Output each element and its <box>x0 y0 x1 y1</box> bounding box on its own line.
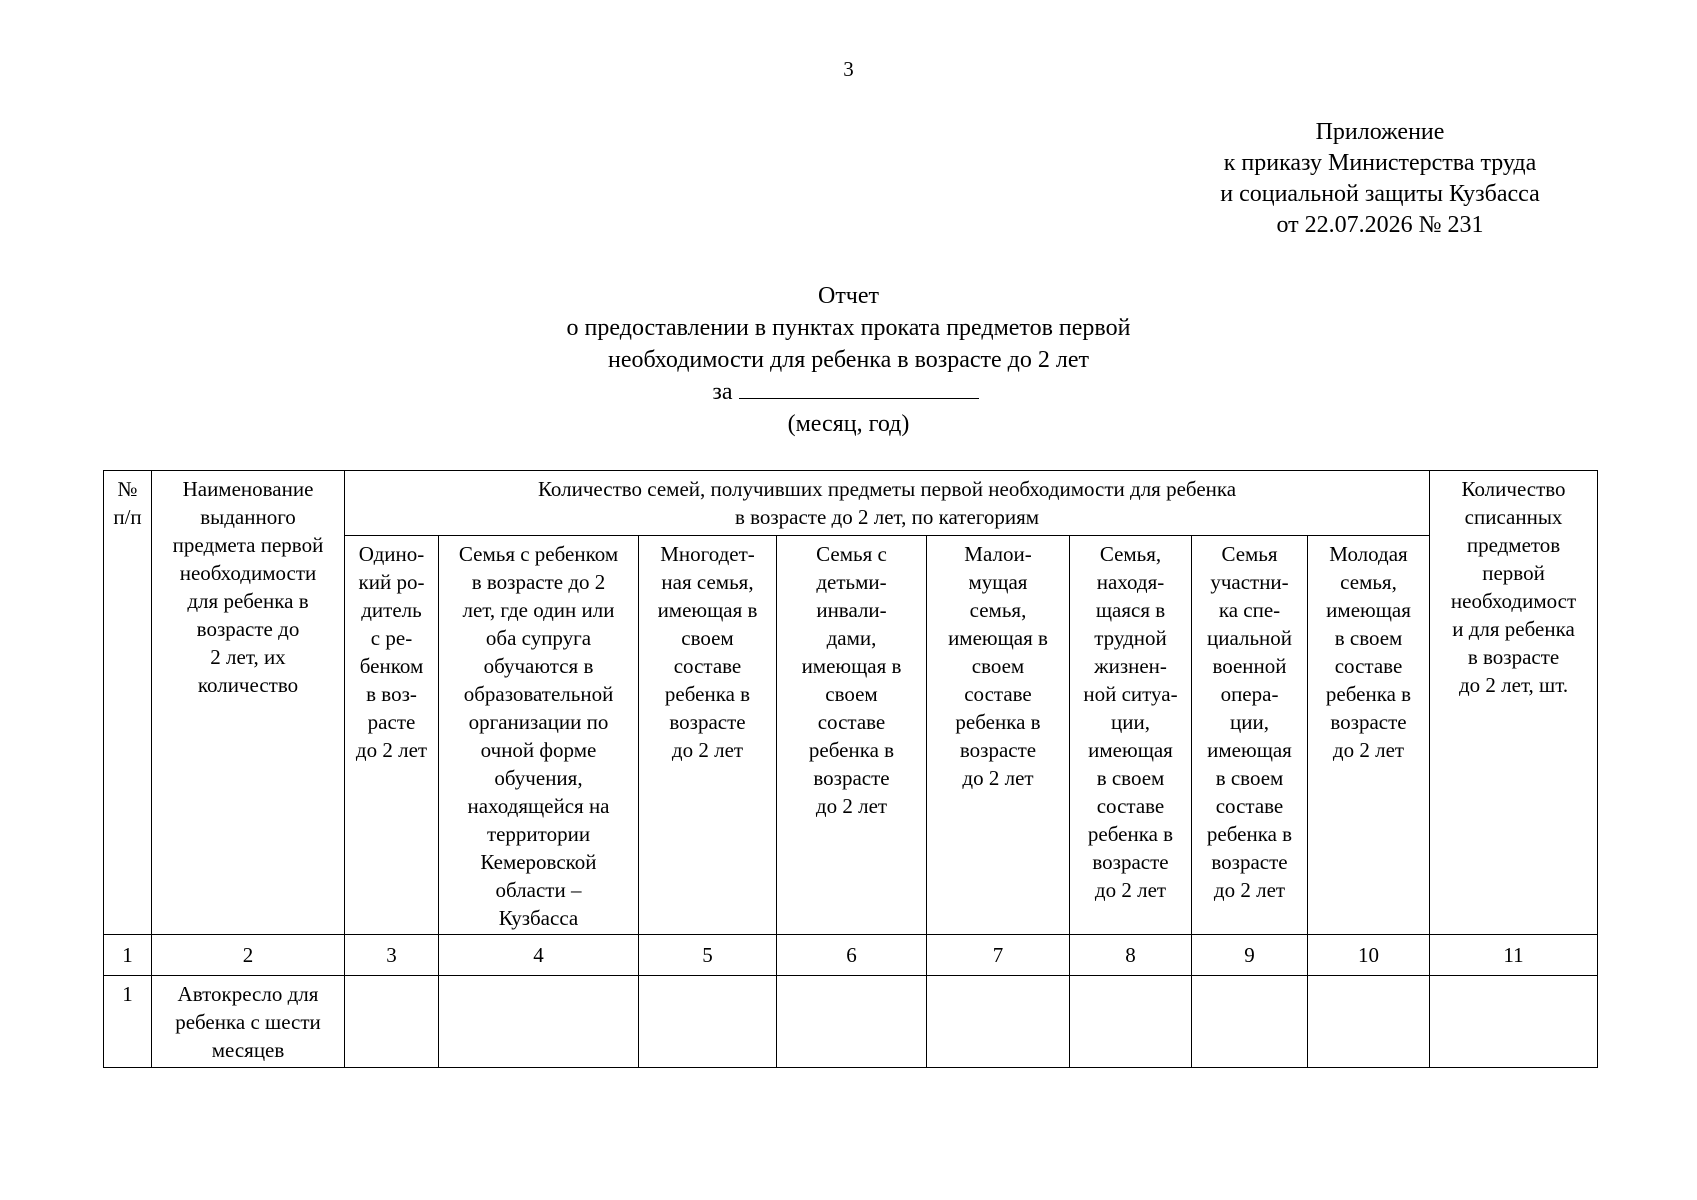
appendix-line-4: от 22.07.2026 № 231 <box>1276 212 1484 238</box>
column-numbers-row <box>104 935 1598 976</box>
row-cell-empty <box>1192 976 1308 1068</box>
row-cell-empty <box>927 976 1070 1068</box>
column-number: 9 <box>1192 935 1308 976</box>
report-title-block <box>0 280 1697 440</box>
row-cell-empty <box>777 976 927 1068</box>
table-row <box>104 976 1598 1068</box>
column-number: 11 <box>1430 935 1598 976</box>
column-number: 7 <box>927 935 1070 976</box>
title-line-3: необходимости для ребенка в возрасте до 2 лет <box>608 347 1089 373</box>
header-category-young-family: Молодая семья, имеющая в своем составе ребенка в возрасте до 2 лет <box>1308 536 1430 935</box>
column-number: 3 <box>345 935 439 976</box>
row-cell-empty <box>439 976 639 1068</box>
period-line <box>0 376 1697 408</box>
column-number: 10 <box>1308 935 1430 976</box>
row-cell-empty <box>1070 976 1192 1068</box>
row-cell-empty <box>1430 976 1598 1068</box>
title-line-1: Отчет <box>817 283 880 309</box>
title-line-2: о предоставлении в пунктах проката предметов первой <box>566 315 1131 341</box>
header-category-single-parent: Одино- кий ро- дитель с ре- бенком в воз- расте до 2 лет <box>345 536 439 935</box>
appendix-line-2: к приказу Министерства труда <box>1223 150 1537 176</box>
period-blank <box>739 376 979 399</box>
column-number: 1 <box>104 935 152 976</box>
row-cell-empty <box>639 976 777 1068</box>
header-row-1 <box>104 471 1598 536</box>
period-prefix: за <box>712 379 733 405</box>
header-category-student-family: Семья с ребенком в возрасте до 2 лет, где один или оба супруга обучаются в образовательной организации по очной форме обучения, находящейся на территории Кемеровской области – Кузбасса <box>439 536 639 935</box>
column-number: 6 <box>777 935 927 976</box>
header-written-off: Количество списанных предметов первой необходимост и для ребенка в возрасте до 2 лет, шт. <box>1430 471 1598 935</box>
page-number: 3 <box>843 57 854 81</box>
appendix-line-3: и социальной защиты Кузбасса <box>1220 181 1540 207</box>
row-cell-empty <box>1308 976 1430 1068</box>
column-number: 5 <box>639 935 777 976</box>
column-number: 4 <box>439 935 639 976</box>
appendix-line-1: Приложение <box>1315 119 1445 145</box>
header-category-disabled-children: Семья с детьми- инвали- дами, имеющая в своем составе ребенка в возрасте до 2 лет <box>777 536 927 935</box>
report-table <box>103 470 1598 1068</box>
row-cell-empty <box>345 976 439 1068</box>
period-caption: (месяц, год) <box>787 411 910 437</box>
header-number: № п/п <box>104 471 152 935</box>
column-number: 2 <box>152 935 345 976</box>
row-number: 1 <box>104 976 152 1068</box>
header-category-svo-family: Семья участни- ка спе- циальной военной опера- ции, имеющая в своем составе ребенка в возрасте до 2 лет <box>1192 536 1308 935</box>
row-item-name: Автокресло для ребенка с шести месяцев <box>152 976 345 1068</box>
header-category-low-income: Малои- мущая семья, имеющая в своем составе ребенка в возрасте до 2 лет <box>927 536 1070 935</box>
header-category-group: Количество семей, получивших предметы первой необходимости для ребенка в возрасте до 2 лет, по категориям <box>345 471 1430 536</box>
header-item-name: Наименование выданного предмета первой необходимости для ребенка в возрасте до 2 лет, их количество <box>152 471 345 935</box>
header-category-large-family: Многодет- ная семья, имеющая в своем составе ребенка в возрасте до 2 лет <box>639 536 777 935</box>
column-number: 8 <box>1070 935 1192 976</box>
header-category-difficult-situation: Семья, находя- щаяся в трудной жизнен- ной ситуа- ции, имеющая в своем составе ребенка в возрасте до 2 лет <box>1070 536 1192 935</box>
appendix-block <box>1170 117 1590 241</box>
